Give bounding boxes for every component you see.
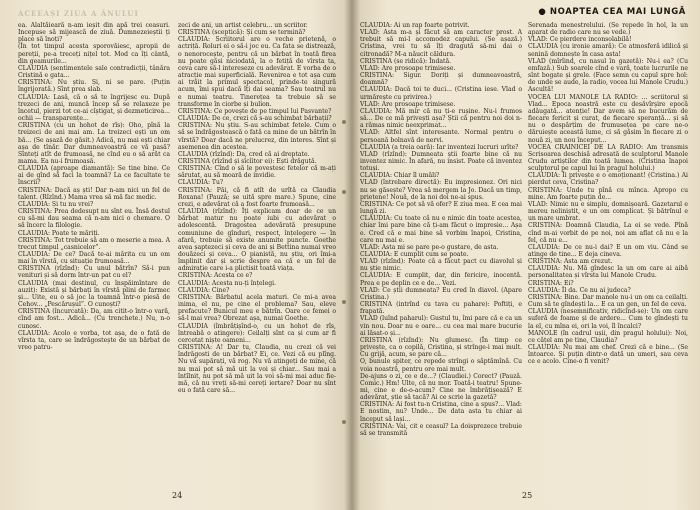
right-page [352, 0, 700, 510]
right-page-column-1 [360, 22, 522, 437]
right-page-column-2 [528, 22, 688, 366]
right-page-header: ● NOAPTEA CEA MAI LUNGĂ [538, 7, 686, 17]
left-page-column-2 [178, 22, 336, 394]
binding-stitch [342, 120, 346, 124]
left-column-1-text: ea. Alaltăieară n-am ieșit din apă trei ceasuri. Incepuse să mijească de ziuă. Dumnezeieștii ți place să înoți? (În tot timpul acesta sporovăiesc, apropii de pereții, pe-a treceți nițel tot. Mod ca îți cântă, din geamurile... CLAUDIA (sentimentele sale contradicții, tânăra Cristină e gata... CRISTINA: Nu știu. Și, ni se pare. (Puțin îngrijorată.) Sînt prea slab. CLAUDIA: Lasă, că o să te îngrijesc eu. După trezeci de ani, muncă încep să se relaxeze pe încetul, pierzi tot ce-ai cîștigat, și dezmeticirea... ochii — transparențe... CRISTINA (cu un hohot de rîs): Oho, pînă la treizeci de ani mai am. La treizeci ești un om bă... (Se așază de găsit.) Adică, nu mai ești chiar așa de tînăr. Dar dumneavoastră ce vă pasă? Sînteți atît de frumoasă, ne cînd eu o să arăt ca mama. Ea nu-i frumoasă. CLAUDIA (aproape diamantă): Se tine bine. Ce ai de gînd să faci la toamnă? La ce facultate te înscrii? CRISTINA: Dacă aș ști! Dar n-am nici un fel de talent. (Rîzînd.) Mama vrea să mă fac medic. CLAUDIA: Și tu nu vrei? CRISTINA: Prea dedesupt nu sînt eu. Însă destul cu să-mi dau seama că n-am nici o chemare. O să încerc la filologie. CLAUDIA: Poate te măriți. CRISTINA: Tot trebuie să am o meserie a mea. A trecut timpul „casnicelor”. CLAUDIA: De ce? Dacă te-ai mărita cu un om mai în vîrstă, cu situație frumoasă... CRISTINA (rîzînd): Cu unul bătrîn? Să-i pun venituri și să dorm într-un pat cu el? CLAUDIA (mai destinul, cu înspăimîntare de auzit): Există și bărbați în vîrstă plini de farmec și... Uite, eu o să joc la toamnă într-o piesă de Cehov... „Pescărușul”. O cunoști? CRISTINA (încurcată): Da, am citit-o într-o vară, cînd am fost... Adică... (Cu trenchete.) Nu, n-o cunosc. CLAUDIA: Acolo e vorba, tot așa, de o fată de vîrsta ta, care se îndrăgostește de un bărbat de vreo patru- [18, 22, 170, 352]
binding-stitch [342, 300, 346, 304]
book-gutter [344, 0, 360, 510]
binding-stitch [342, 420, 346, 424]
left-column-2-text: zeci de ani, un artist celebru... un scriitor. CRISTINA (sceptică): Și cum se termină? CLAUDIA: Scriitorul are o veche prietenă, o actriță. Roluri ei o să-i joc eu. Ca fata se distrează, o nenorocește, pentru că un bărbat în toată firea nu poate găsi niciodată, la o fetiță de vîrsta ta, ceva care să-l intereseze cu adevărat. E vorba de o atracție mai superficială. Revenirea e tot așa cum ai trăit la primul spectacol, prinde-te singură acum, îmi spui dacă îți dai seama? Sau teatrul nu e numai teatru. Tinerețea ta trebuie să se transforme în ciorbe și bulion. CRISTINA: Ce povește de pe timpul lui Pasvante? CLAUDIA: De ce, crezi că s-au schimbat bărbații? CRISTINA: Nu știu. S-au schimbat fetele. Cum o să se îndrăgostească o fată ca mine de un bătrîn în vîrstă? Doar dacă ne prelucrez, din interes. Sînt și asemenea din acestea. CLAUDIA (rîzînd): Da, cred că ai dreptate. CRISTINA (rîzînd și sîcîitor ei): Ești drăguță. CRISTINA: Cînd o să le povestesc fetelor că m-ați sărutat, au să moară de invidie. CLAUDIA: Tu? CRISTINA: Păi, că fi atît de urîtă ca Claudia Roxana! (Pauză; se uită spre mare.) Spune, cine crezi, e adevărat că a fost foarte frumoasă... CLAUDIA (rîzînd): Îți explicam doar de ce un bărbat matur nu poate iubi cu adevărat o adolescentă. Dragostea adevărată presupune comuniune de gînduri, respect, înțelegere — în afară, trebuie să existe anumite puncte. Goethe avea șaptezeci și ceva de ani și Bettina numai vreo douăzeci și ceva... O pianistă, nu știu, ori îmi-a împlinit dar și scrie despre ea că e un fel de admirație care i-a plictisit toată viața. CRISTINA: Acesta ce e? CLAUDIA: Acesta nu-ți înțelegi. CLAUDIA: Cine? CRISTINA: Bărbatul acela maturi. Ce mi-a avea inima, el nu, pe cine el problema? Sau, eleve prefacute? Bunicul meu e bătrîn. Oare ce femei o să-l mai vrea? Obrezat așa, numai Goethe. CLAUDIA (îmbrățișînd-o, cu un hohot de rîs, întreabă o atingere): Ceilalți sînt ca și cum ar fi cercetat niște oameni... CRISTINA: A! Dar tu, Claudia, nu crezi că vei îndrăgosti de un bărbat? Ei, ce. Vezi că eu plîng. Nu vă supărați, vă rog. Nu vă atingeți de mine, că nu mai pot să mă uit la voi și chiar... Sau mai a întîlnit, nu pot să mă uit la voi să-mi mai aduc fie-mă, că nu vreți să-mi cereți iertare? Doar nu sînt eu o fată care să... [178, 22, 336, 394]
right-column-2-text: Serenada menestrelului. (Se repede în hol, la un aparat de radio care nu se vede.) VLAD: Ce pierdere inconsolabilă! CLAUDIA (cu ironie amară): Ce atmosferă idilică și senină domnește în casa asta! VLAD (mîrîind, cu nasul în gazetă): Nu-i ea? (Cu emfază.) Sub soarele cînd e vară, toate lucrurile ne sînt bogate și grele. (Face semn cu capul spre hol: de unde se aude, la radio, vocea lui Manole Crudu.) Ascultă! VOCEA LUI MANOLE LA RADIO: ... scriitorul și Vlad... Epoca noastră este cu desăvîrșire epocă adăugată... atenție! Dar avem să ne bucurăm de fiecare fericit și curat, de fiecare speranță... și să nu o despărțim de frumusețea pe care ne-o dăruiește această lume, ci să găsim în fiecare zi o nouă zi, un nou început... VOCEA CRAINICEI DE LA RADIO: Am transmis Scrisoarea deschisă adresată de sculptorul Manole Crudu artiștilor din toată lumea. (Cristina înapoi sculptorul pe capul lui în pragul holului.) CLAUDIA: Îi privește e o emoționant! (Cristina.) Ai pierdut ceva, Cristina? CRISTINA: Unde tu pînă cu mînca. Apropo cu mine. Am foarte puțin de... VLAD: Nimic nu e simplu, domnișoară. Gazetarul e mereu neliniștit, e un om complicat. Și bătrînul e un mare umbrat. CRISTINA: Doamnă Claudia, La ei se vede. Pînă cînd m-ai vorbit de pe noi, noi am aflat că nu e la fel, că nu e... CLAUDIA: De ce nu-i dai? E un om viu. Când se atinge de tine... E deja cineva. CRISTINA: Asta am crezut. CLAUDIA: Nu. Mă gîndesc la un om care ai aibă personalitatea și vîrsta lui Manole Crudu. CRISTINA: Ei? CLAUDIA: Îl da. Ce nu ai judeca? CRISTINA: Bine. Dar manole nu-i un om ca ceilalți. Cum să te gîndești la... E ca un gen, un fel de ceva. CLAUDIA (nesemnificativ, ridicînd-se): Un om care suferă de foame și de ardere... Cum te gîndești tu la el, cu mîna ei, ori la voi, îl încalci? MANOLE (în cadrul ușii, din pragul holului): Noi, ce cățel am pe tine, Claudia? CLAUDIA: Nu mai am chef. Crezi că e bine... (Se întoarce. Și puțin dintr-o dată un umeri, sau ceva ce e acolo. Cine-o fi venit? [528, 22, 688, 366]
binding-stitch [342, 190, 346, 194]
left-page-faded-header: ACEEAȘI ZIUA A ĂNULUI [18, 9, 139, 18]
right-column-1-text: CLAUDIA: Ai un rap foarte potrivit. VLAD: Asta m-a și făcut să am caracter prost. A trebuit să mi-l accomodez capului. (Se așază.) Cristina, vrei tu să îți dragută să-mi dai o citronadă? M-a năucit căldura. CRISTINA (se ridică): Îndată. VLAD: Are prosoape trimisese. CRISTINA: Sigur. Doriți și dumneavoastră, doamnă? CLAUDIA: Dacă toi te duci... (Cristina iese. Vlad o urmărește cu privirea.) VLAD: Are prosoape trimisese. CLAUDIA: Mă mir că nu ți-e rușine. Nu-i frumos să... De ce mă privești așa? Știi că pentru noi doi n-a rămas nimic neexprimat... VLAD: Altfel sînt interesante. Normal pentru o persoană bolnavă de nervi. CLAUDIA (a treia oară): Iar inventezi lucruri urîte? VLAD (rîzînd): Dumneata știi foarte bine că nu inventez nimic. În afară, nu insist. Poate că inventez totuși. CLAUDIA: Chiar îl umăli? VLAD (întrebare directă): Eu impresionez. Ori nici nu se găsește? Vrea să mergem la Jo. Dacă un timp, prietene! Nouă, de la noi doi ne-ai spus. CRISTINA: Ce pot să vă ofer? E ziua mea. E cea mai lungă zi. CLAUDIA: Cu toate că nu e nimic din toate acestea, chiar îmi pare bine că ți-am făcut o impresie... Așa e. Cred că e mai bine să vorbim înapoi, Cristina, care nu mai e. VLAD: Asta mi se pare pe-o gustare, de asta. CLAUDIA: E cumplit cum se poate. VLAD (rîzînd): Poate că a făcut pact cu diavolul și nu știe nimic. CLAUDIA: E cumplit, dar, din fericire, inocentă. Prea e pe deplin ce e de... Vezi. VLAD: Ce știi dumneata? Eu cred în diavol. (Apare Cristina.) CRISTINA (intrînd cu tava cu pahare): Poftiți, e frapată. VLAD (luînd paharul): Gustul tu, îmi pare că e ca un vin nou. Doar nu e oare... cu cea mai mare bucurie ai lăsat-o și... CRISTINA (rîzînd): Nu glumesc. (În timp ce privește, ca o copilă, Cristina, și strînge-i mai mult. Cu grijă, acum, se pare că... O, bunule spiter, ce repede strîngi o săptămînă. Cu voia noastră, pentru ore mai mult. De-ajuns o zi, ce e de...? (Claudiei.) Corect? (Pauză. Comic.) Hm! Ulte, că nu mor. Toată-i teatru! Spune-mi, cine e de-o-acum? Cine ne îmbrățișează? E adevărat, știe să tacă? Ai ce scrie la gazetă? CRISTINA: Ai fost tu-n Cristina, cine a spus?... Vlad: E nostim, nu? Unde... De data asta tu chiar ai început să lași... CRISTINA: Vai, cit e ceasul? La doisprezece trebuie să se transmită [360, 22, 522, 437]
left-page-number: 24 [172, 491, 183, 500]
left-page-column-1 [18, 22, 170, 351]
right-page-number: 25 [522, 491, 533, 500]
